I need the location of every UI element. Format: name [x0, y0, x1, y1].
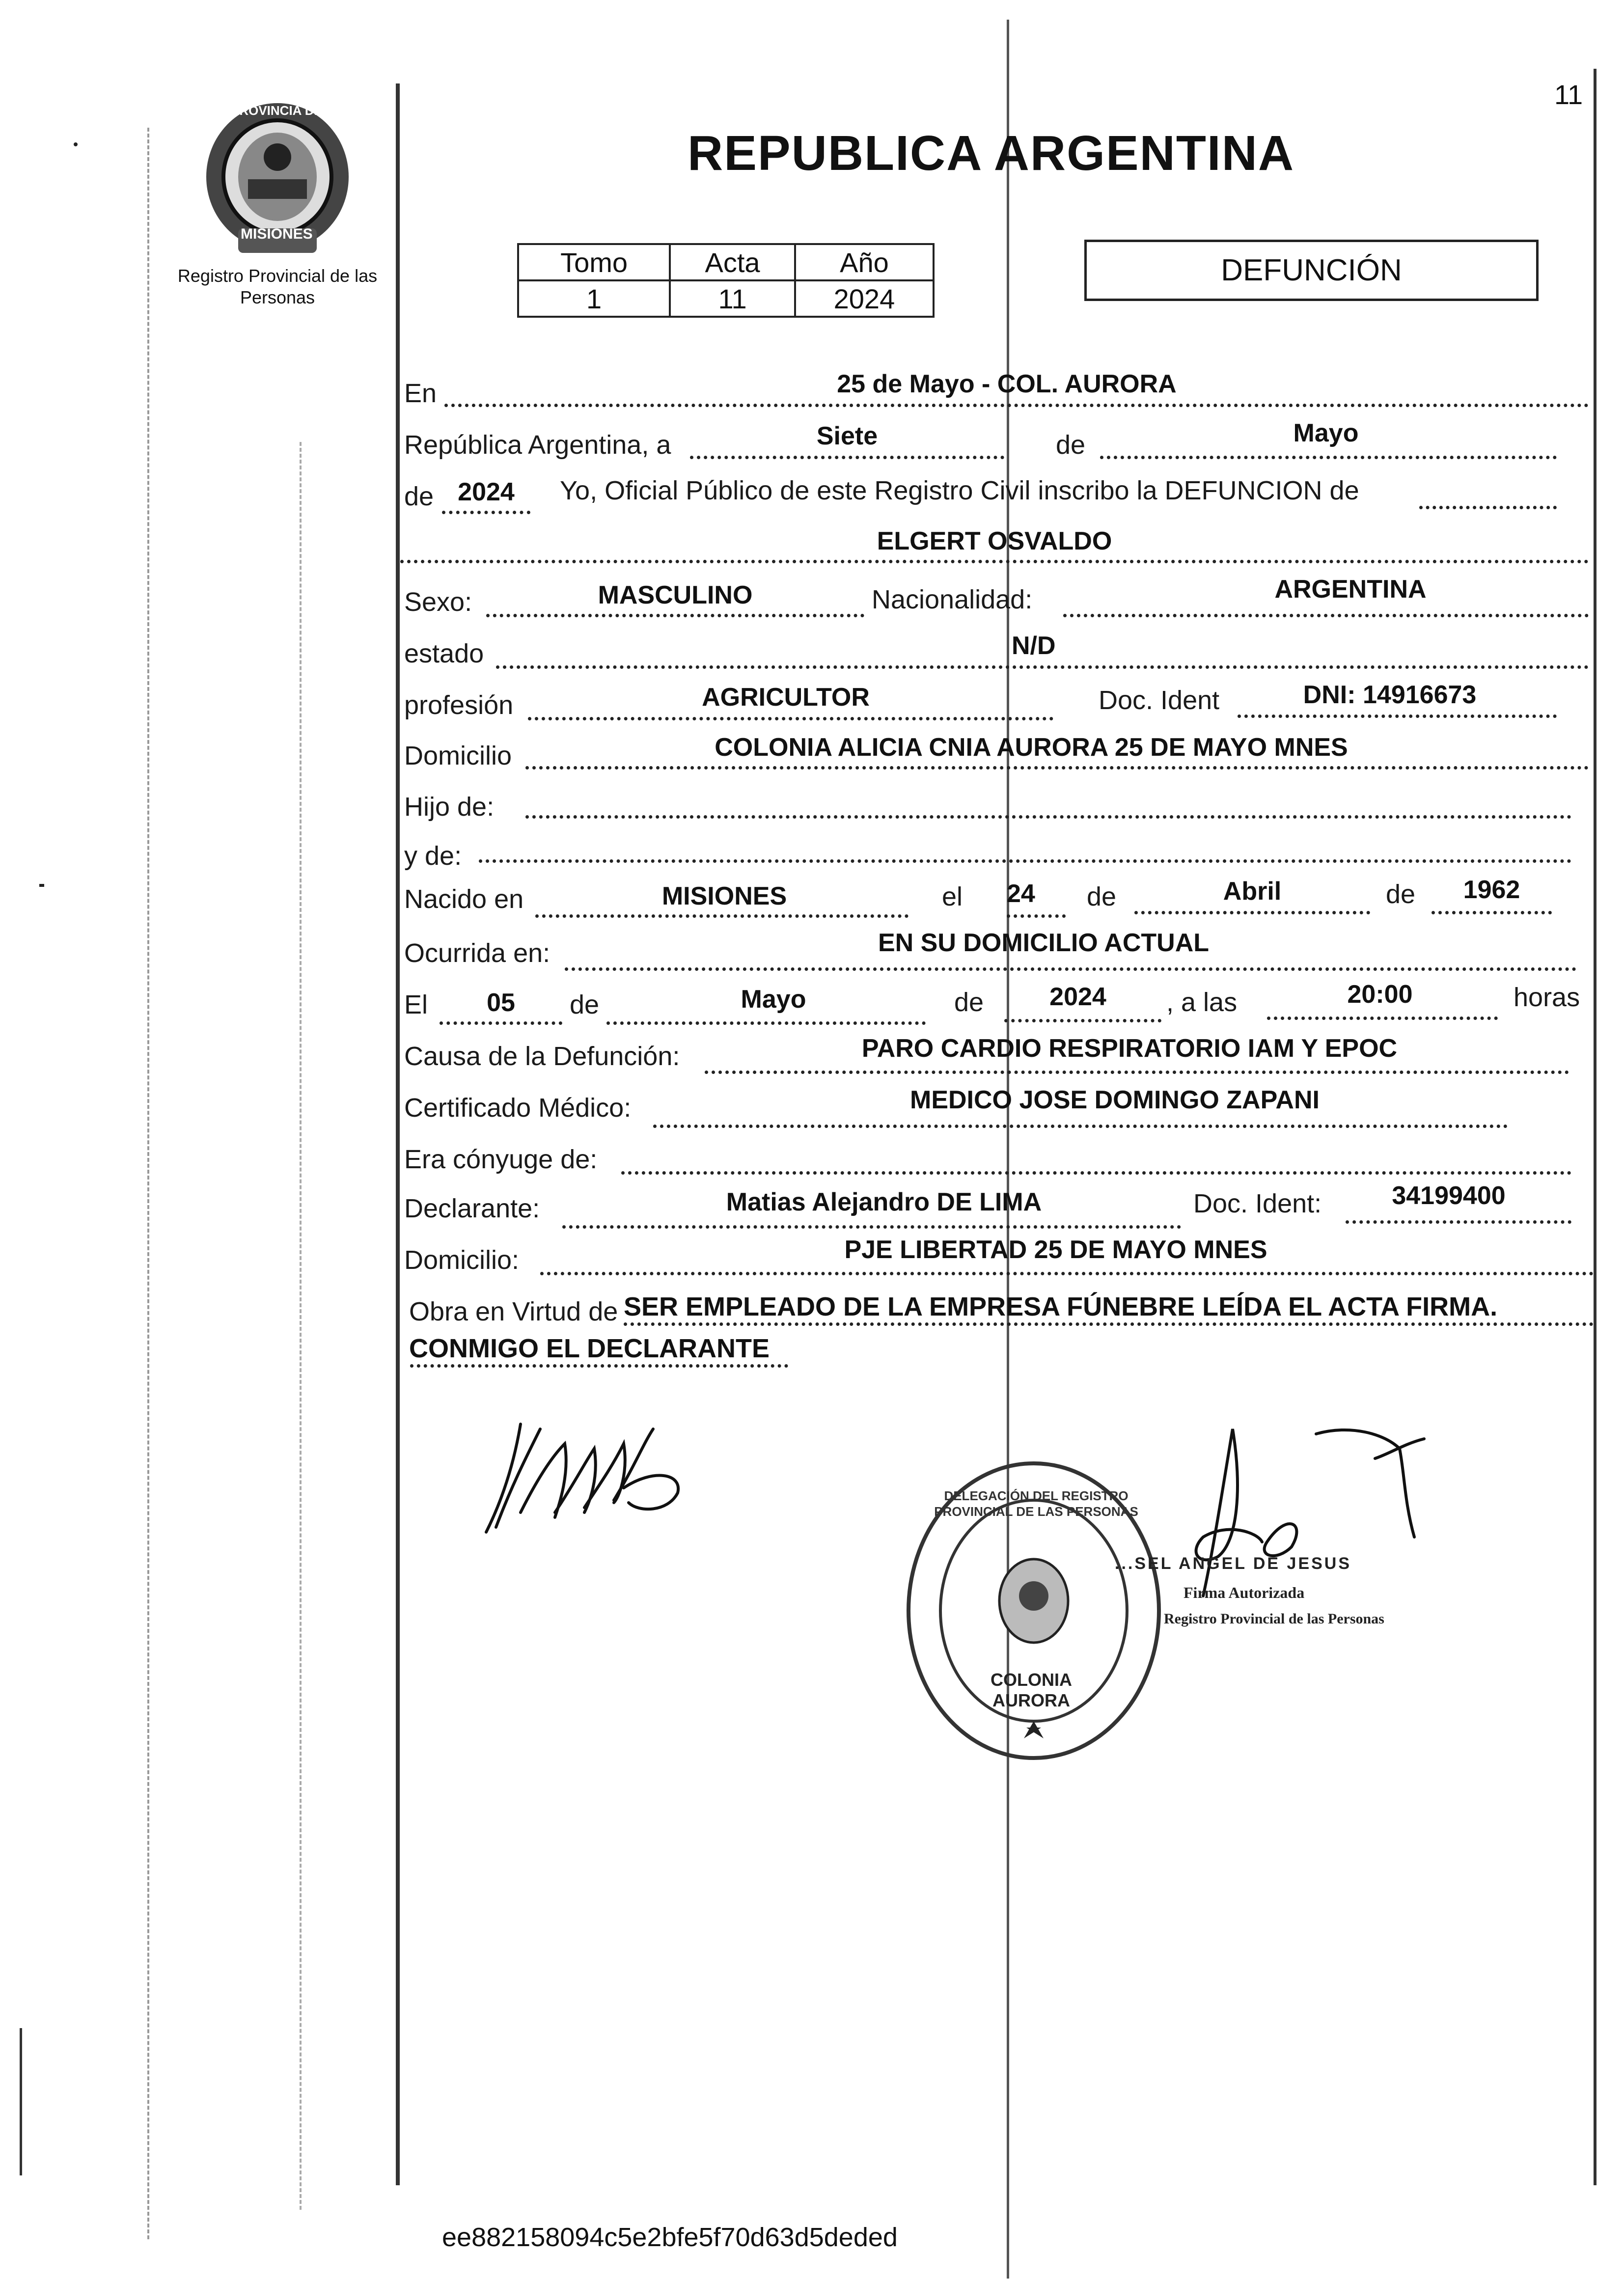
doc2-line [1346, 1220, 1571, 1224]
left-edge-mark [20, 2028, 22, 2175]
en-value: 25 de Mayo - COL. AURORA [837, 370, 1177, 398]
nac-mes-line [1134, 911, 1370, 914]
officer-title: Firma Autorizada [1184, 1584, 1305, 1601]
sexo-label: Sexo: [404, 587, 472, 617]
de-label: de [1056, 430, 1086, 460]
def-mes-value: Mayo [741, 985, 806, 1014]
en-label: En [404, 379, 437, 408]
stamp-ring-text: DELEGACIÓN DEL REGISTRO PROVINCIAL DE LAS PERSONAS [934, 1488, 1138, 1519]
nacido-label: Nacido en [404, 884, 524, 914]
scan-speck [39, 884, 44, 887]
domicilio2-value: PJE LIBERTAD 25 DE MAYO MNES [844, 1236, 1267, 1264]
doc2-label: Doc. Ident: [1193, 1189, 1322, 1218]
officer-name: ...SEL ANGEL DE JESUS [1115, 1554, 1352, 1573]
declarante-label: Declarante: [404, 1194, 540, 1223]
en-line [444, 404, 1589, 407]
obra-value-line1: SER EMPLEADO DE LA EMPRESA FÚNEBRE LEÍDA EL ACTA FIRMA. [624, 1292, 1498, 1321]
acta-header: Acta [670, 244, 795, 280]
inscribo-line [1419, 506, 1557, 509]
nombre-line [400, 560, 1589, 563]
index-table [517, 243, 935, 318]
anio-header: Año [795, 244, 934, 280]
mes-value: Mayo [1293, 419, 1359, 447]
nacionalidad-value: ARGENTINA [1274, 575, 1427, 604]
causa-line [705, 1071, 1569, 1074]
domicilio2-line [540, 1272, 1594, 1275]
obra-label: Obra en Virtud de [409, 1297, 618, 1326]
punch-hole-dashes [147, 128, 149, 2239]
nac-mes-value: Abril [1223, 877, 1282, 906]
dia-value: Siete [816, 422, 878, 450]
obra-value-line2: CONMIGO EL DECLARANTE [409, 1334, 770, 1363]
conyuge-label: Era cónyuge de: [404, 1145, 598, 1174]
nac-dia-value: 24 [1007, 879, 1035, 908]
alas-label: , a las [1166, 988, 1238, 1017]
doc-value: DNI: 14916673 [1303, 681, 1477, 709]
el-label: el [942, 882, 963, 911]
def-dia-value: 05 [487, 989, 515, 1017]
de-label-3: de [1087, 882, 1117, 911]
domicilio-line [525, 766, 1589, 769]
stamp-inner-text: COLONIA AURORA [991, 1670, 1072, 1710]
de-label-6: de [954, 988, 984, 1017]
def-anio-value: 2024 [1049, 983, 1106, 1011]
nacido-line [535, 914, 908, 918]
ocurrida-value: EN SU DOMICILIO ACTUAL [878, 929, 1210, 957]
inscribo-text: Yo, Oficial Público de este Registro Civil inscribo la DEFUNCION de [560, 476, 1359, 505]
republica-label: República Argentina, a [404, 430, 671, 460]
domicilio2-label: Domicilio: [404, 1245, 520, 1275]
doc-line [1238, 715, 1557, 718]
nacido-value: MISIONES [661, 882, 787, 910]
mes-line [1100, 456, 1557, 459]
horas-label: horas [1514, 983, 1580, 1012]
estado-value: N/D [1012, 632, 1056, 660]
declarante-line [562, 1225, 1181, 1229]
causa-value: PARO CARDIO RESPIRATORIO IAM Y EPOC [861, 1034, 1398, 1063]
seal-text-top: PROVINCIA DE [231, 103, 323, 118]
acta-value: 11 [670, 280, 795, 317]
nombre-value: ELGERT OSVALDO [877, 527, 1112, 555]
domicilio-value: COLONIA ALICIA CNIA AURORA 25 DE MAYO MNES [715, 733, 1348, 762]
estado-line [496, 665, 1589, 669]
officer-org: Registro Provincial de las Personas [1164, 1611, 1384, 1627]
act-type-box [1084, 240, 1539, 301]
page-number: 11 [1554, 79, 1583, 110]
el-label-2: El [404, 990, 428, 1019]
page-title: REPUBLICA ARGENTINA [688, 126, 1295, 181]
anio-value: 2024 [458, 478, 515, 506]
profesion-label: profesión [404, 690, 514, 720]
conyuge-line [621, 1171, 1571, 1175]
center-fold-line [1007, 20, 1009, 2279]
def-dia-line [440, 1021, 562, 1025]
hora-line [1267, 1017, 1498, 1020]
estado-label: estado [404, 639, 484, 668]
obra-line-1 [624, 1322, 1594, 1326]
hijo-line [525, 815, 1571, 819]
de-label-2: de [404, 482, 434, 511]
act-type: DEFUNCIÓN [1221, 253, 1402, 287]
scan-speck [74, 142, 78, 146]
sexo-value: MASCULINO [598, 581, 753, 609]
certificado-label: Certificado Médico: [404, 1093, 632, 1123]
domicilio-label: Domicilio [404, 741, 512, 770]
sexo-line [486, 614, 864, 617]
hora-value: 20:00 [1347, 980, 1413, 1009]
registry-name: Registro Provincial de las Personas [177, 266, 378, 307]
anio-value: 2024 [795, 280, 934, 317]
nacionalidad-label: Nacionalidad: [872, 585, 1033, 614]
right-margin-rule [1594, 69, 1596, 2185]
profesion-line [528, 717, 1053, 720]
left-margin-rule [396, 83, 400, 2185]
declarante-value: Matias Alejandro DE LIMA [726, 1188, 1042, 1216]
obra-line-2 [410, 1364, 788, 1368]
profesion-value: AGRICULTOR [702, 683, 870, 712]
anio-line [442, 511, 530, 514]
doc-label: Doc. Ident [1099, 686, 1220, 715]
certificado-value: MEDICO JOSE DOMINGO ZAPANI [910, 1086, 1320, 1114]
def-mes-line [606, 1021, 926, 1025]
tomo-value: 1 [518, 280, 670, 317]
nac-anio-line [1431, 911, 1552, 914]
ocurrida-line [565, 967, 1576, 971]
seal-text-bottom: MISIONES [241, 226, 313, 242]
nacionalidad-line [1063, 614, 1589, 617]
declarant-signature [476, 1414, 702, 1542]
de-label-5: de [570, 990, 600, 1019]
causa-label: Causa de la Defunción: [404, 1042, 680, 1071]
def-anio-line [1004, 1019, 1161, 1022]
de-label-4: de [1386, 879, 1416, 909]
certificado-line [653, 1125, 1508, 1128]
nac-dia-line [1007, 914, 1066, 918]
dia-line [690, 456, 1004, 459]
ocurrida-label: Ocurrida en: [404, 938, 551, 968]
punch-hole-dashes-2 [300, 442, 302, 2210]
yde-label: y de: [404, 841, 462, 871]
doc2-value: 34199400 [1392, 1182, 1506, 1210]
document-hash: ee882158094c5e2bfe5f70d63d5deded [442, 2223, 898, 2252]
hijo-label: Hijo de: [404, 792, 495, 822]
yde-line [479, 859, 1571, 863]
tomo-header: Tomo [518, 244, 670, 280]
nac-anio-value: 1962 [1463, 876, 1520, 904]
